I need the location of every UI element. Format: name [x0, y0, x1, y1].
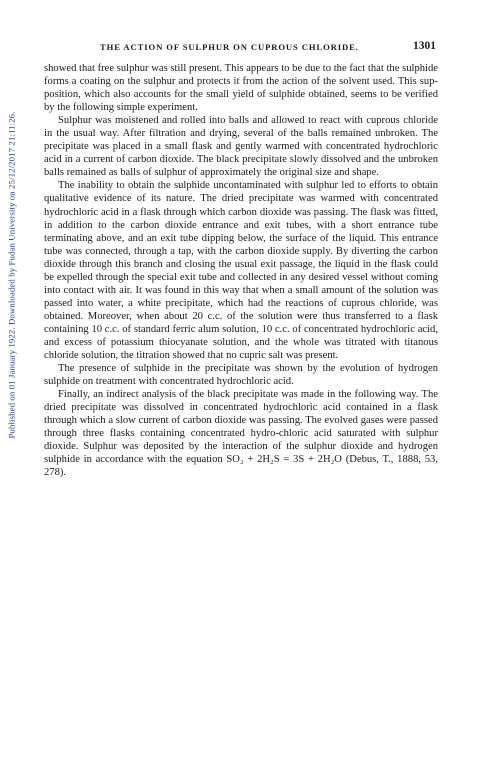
page-number: 1301 [413, 40, 436, 52]
paragraph: The presence of sulphide in the precipitate was shown by the evolution of hydrogen sulphide on treatment with concentrated hydrochloric acid. [44, 363, 438, 388]
paragraph: Sulphur was moistened and rolled into balls and allowed to react with cuprous chloride in the usual way. After filtration and drying, several of the balls remained unbroken. The precipitate was placed in a small flask and gently warmed with concentrated hydrochloric acid in a current of carbon dioxide. The black precipitate slowly dissolved and the unbroken balls remained as balls of sulphur of approximately the original size and shape. [44, 115, 438, 179]
download-watermark [4, 40, 18, 510]
paragraph: Finally, an indirect analysis of the black precipitate was made in the following way. The dried precipitate was dissolved in concentrated hydrochloric acid contained in a flask through which a slow current of carbon dioxide was passing. The evolved gases were passed through three flasks containing concentrated hydro-chloric acid saturated with sulphur dioxide. Sulphur was deposited by the interaction of the sulphur dioxide and hydrogen sulphide in accordance with the equation SO₂ + 2H₂S = 3S + 2H₂O (Debus, T., 1888, 53, 278). [44, 389, 438, 479]
page-header [80, 40, 436, 56]
running-head: THE ACTION OF SULPHUR ON CUPROUS CHLORIDE. [100, 42, 359, 52]
paragraph: The inability to obtain the sulphide uncontaminated with sulphur led to efforts to obtain qualitative evidence of its nature. The dried precipitate was warmed with concentrated hydrochloric acid in a flask through which carbon dioxide was passing. The flask was fitted, in addition to the carbon dioxide entrance and exit tubes, with a short entrance tube terminating above, and an exit tube dipping below, the surface of the liquid. This entrance tube was connected, through a tap, with the carbon dioxide supply. By diverting the carbon dioxide through this branch and closing the usual exit passage, the liquid in the flask could be expelled through the special exit tube and collected in any desired vessel without coming into contact with air. It was found in this way that when a small amount of the solution was passed into water, a white precipitate, which had the reactions of cuprous chloride, was obtained. Moreover, when about 20 c.c. of the solution were thus transferred to a flask containing 10 c.c. of standard ferric alum solution, 10 c.c. of concentrated hydrochloric acid, and excess of potassium thiocyanate solution, and the whole was titrated with titanous chloride solution, the titration showed that no cupric salt was present. [44, 180, 438, 362]
paragraph: showed that free sulphur was still present. This appears to be due to the fact that the sulphide forms a coating on the sulphur and protects it from the action of the solvent used. This sup-position, which also accounts for the small yield of sulphide obtained, seems to be verified by the following simple experiment. [44, 63, 438, 114]
download-watermark-text: Published on 01 January 1922. Downloaded by Fudan University on 25/12/2017 21:11:26. [6, 111, 17, 439]
article-body [44, 62, 438, 480]
